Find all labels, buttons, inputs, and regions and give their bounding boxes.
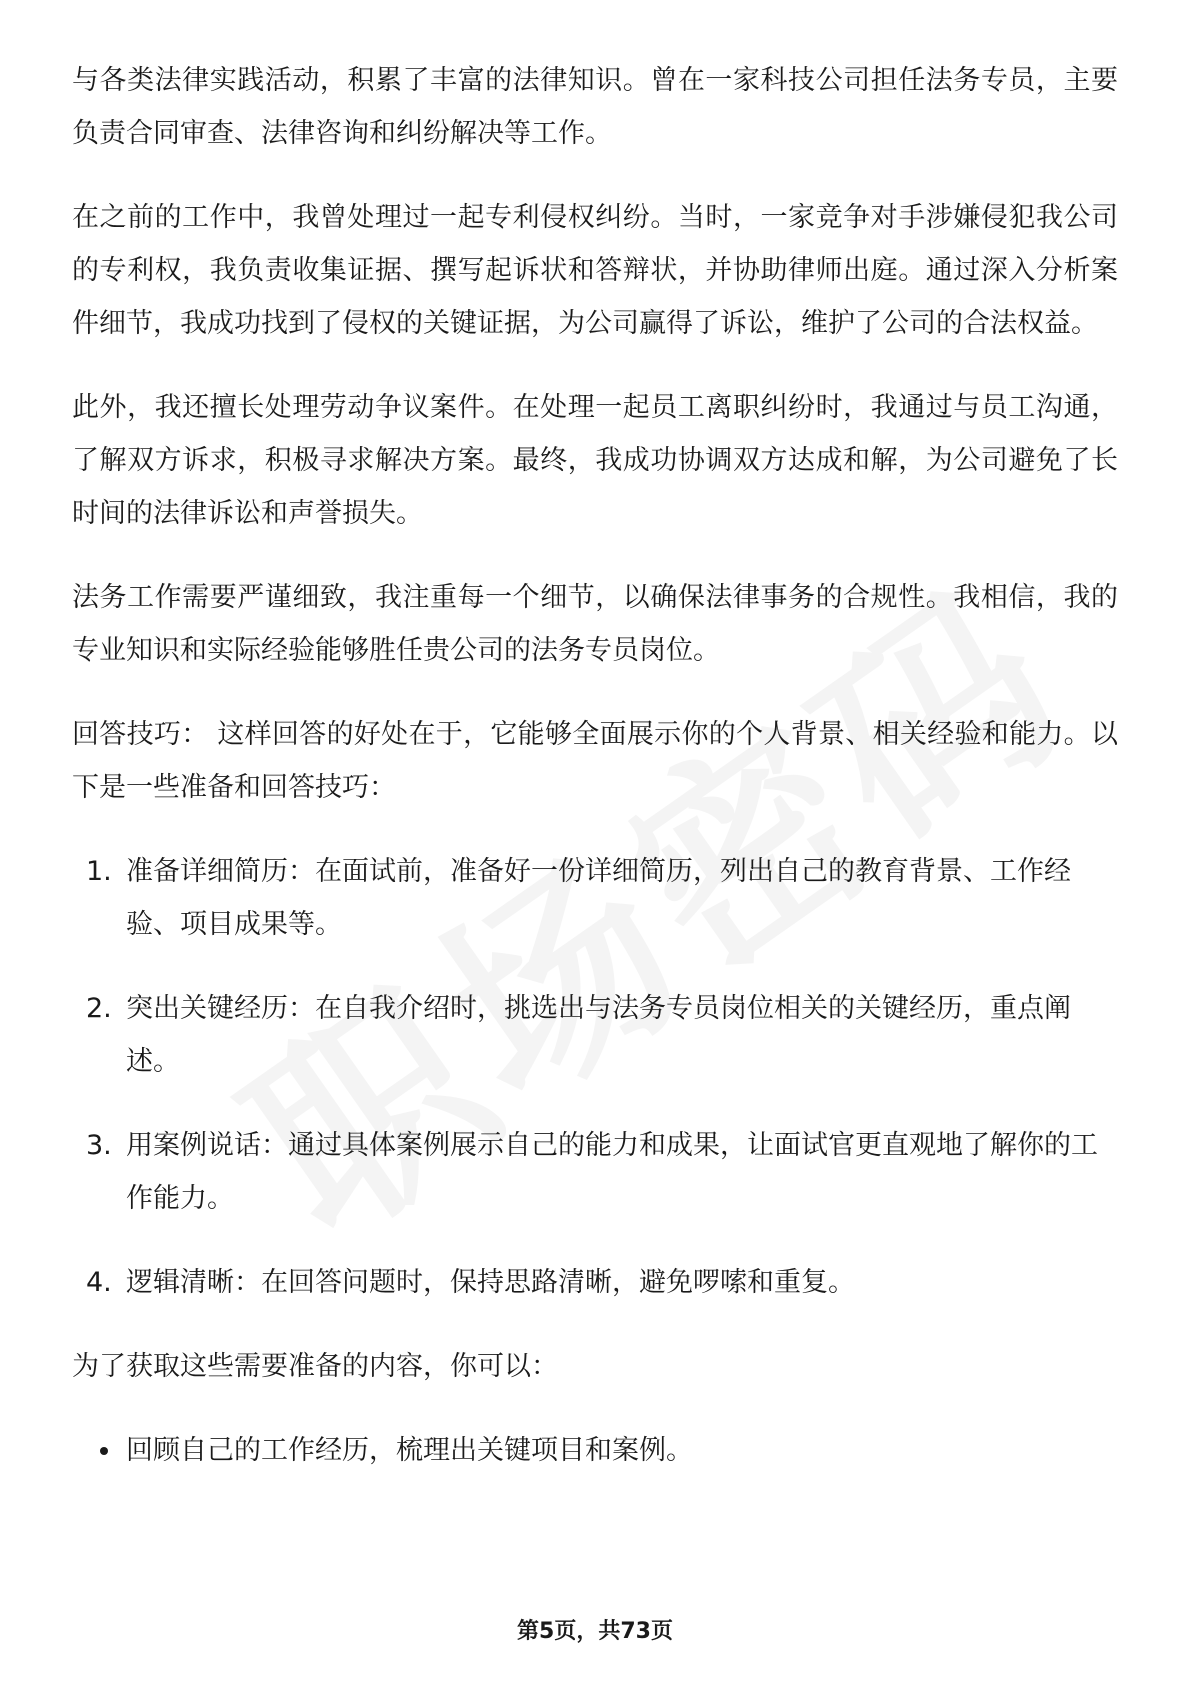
tip-item — [72, 1119, 1118, 1225]
tip-text: 逻辑清晰：在回答问题时，保持思路清晰，避免啰嗦和重复。 — [126, 1267, 855, 1298]
bullet-item — [72, 1424, 1118, 1477]
paragraph-patent-case: 在之前的工作中，我曾处理过一起专利侵权纠纷。当时，一家竞争对手涉嫌侵犯我公司的专利权，我负责收集证据、撰写起诉状和答辩状，并协助律师出庭。通过深入分析案件细节，我成功找到了侵权的关键证据，为公司赢得了诉讼，维护了公司的合法权益。 — [72, 202, 1118, 339]
tip-number: 1. — [86, 856, 112, 887]
bullet-list — [72, 1424, 1118, 1477]
tip-item — [72, 1256, 1118, 1309]
tip-text: 准备详细简历：在面试前，准备好一份详细简历，列出自己的教育背景、工作经验、项目成果等。 — [126, 856, 1071, 940]
tip-number: 2. — [86, 993, 112, 1024]
tip-text: 突出关键经历：在自我介绍时，挑选出与法务专员岗位相关的关键经历，重点阐述。 — [126, 993, 1071, 1077]
paragraph-labor-case: 此外，我还擅长处理劳动争议案件。在处理一起员工离职纠纷时，我通过与员工沟通，了解双方诉求，积极寻求解决方案。最终，我成功协调双方达成和解，为公司避免了长时间的法律诉讼和声誉损失。 — [72, 392, 1118, 529]
tip-text: 用案例说话：通过具体案例展示自己的能力和成果，让面试官更直观地了解你的工作能力。 — [126, 1130, 1098, 1214]
document-body — [72, 54, 1118, 1477]
paragraph-prep-intro: 为了获取这些需要准备的内容，你可以： — [72, 1351, 558, 1382]
page-number: 第5页，共73页 — [517, 1619, 673, 1644]
paragraph-answer-tips: 回答技巧： 这样回答的好处在于，它能够全面展示你的个人背景、相关经验和能力。以下是一些准备和回答技巧： — [72, 719, 1118, 803]
tip-number: 3. — [86, 1130, 112, 1161]
tip-number: 4. — [86, 1267, 112, 1298]
tips-list — [72, 845, 1118, 1309]
paragraph-background: 与各类法律实践活动，积累了丰富的法律知识。曾在一家科技公司担任法务专员，主要负责合同审查、法律咨询和纠纷解决等工作。 — [72, 65, 1118, 149]
tip-item — [72, 982, 1118, 1088]
bullet-dot-icon — [100, 1447, 108, 1455]
tip-item — [72, 845, 1118, 951]
paragraph-conclusion: 法务工作需要严谨细致，我注重每一个细节，以确保法律事务的合规性。我相信，我的专业知识和实际经验能够胜任贵公司的法务专员岗位。 — [72, 582, 1118, 666]
bullet-text: 回顾自己的工作经历，梳理出关键项目和案例。 — [126, 1435, 693, 1466]
